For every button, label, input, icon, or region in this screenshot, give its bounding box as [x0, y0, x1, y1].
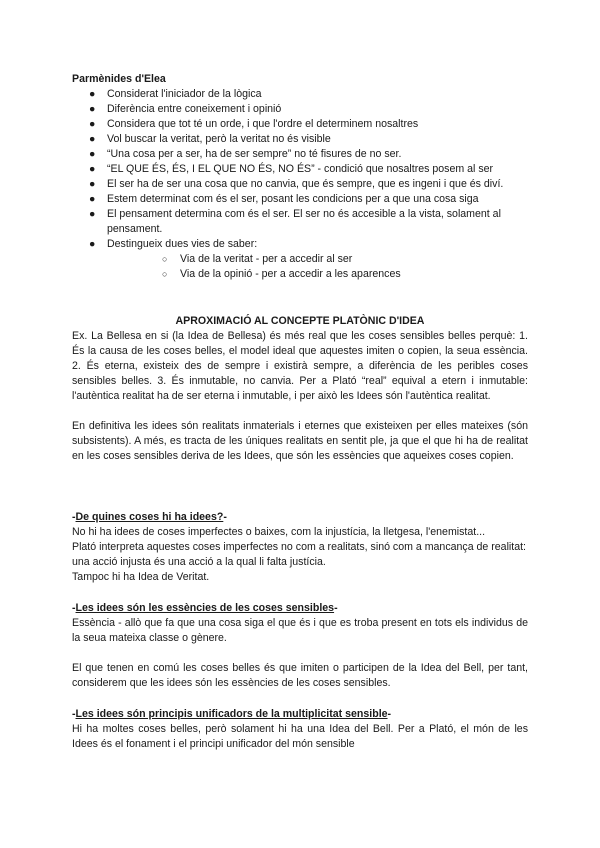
list-item-text: Diferència entre coneixement i opinió: [107, 103, 282, 115]
paragraph: En definitiva les idees són realitats inmaterials i eternes que existeixen per elles mateixes (són subsistents). A més, es tracta de les úniques realitats en sentit ple, ja que el que hi ha de realitat en les coses sensibles deriva de les Idees, que són les essències que aqueixes coses copien.: [72, 420, 528, 462]
sub-list-item: [107, 252, 532, 267]
list-item-text: Vol buscar la veritat, però la veritat no és visible: [107, 133, 331, 145]
heading-dash: -: [72, 602, 76, 614]
heading-dash: -: [72, 708, 76, 720]
bullet-icon: ●: [89, 118, 96, 130]
bullet-icon: ●: [89, 208, 96, 220]
list-item: [72, 147, 532, 162]
bullet-icon: ●: [89, 133, 96, 145]
list-item: [72, 207, 532, 237]
bullet-icon: ●: [89, 148, 96, 160]
subheading: [72, 510, 528, 525]
list-item: [72, 117, 532, 132]
parmenides-bullet-list: [72, 87, 532, 282]
list-item-text: El ser ha de ser una cosa que no canvia, que és sempre, que es ingeni i que és diví.: [107, 178, 504, 190]
paragraph-line: No hi ha idees de coses imperfectes o baixes, com la injustícia, la lletgesa, l'enemistat...: [72, 526, 486, 538]
list-item: [72, 87, 532, 102]
list-item-text: Considerat l'iniciador de la lògica: [107, 88, 262, 100]
list-item-text: Destingueix dues vies de saber:: [107, 238, 258, 250]
subheading: [72, 707, 528, 722]
list-item-text: Estem determinat com és el ser, posant les condicions per a que una cosa siga: [107, 193, 479, 205]
list-item: [72, 192, 532, 207]
section-which-ideas: [72, 510, 528, 585]
sub-list-item-text: Via de la veritat - per a accedir al ser: [180, 253, 353, 265]
bullet-icon: ●: [89, 103, 96, 115]
paragraph: Essència - allò que fa que una cosa siga el que és i que es troba present en tots els individus de la seua mateixa classe o gènere.: [72, 617, 528, 644]
subheading-text: Les idees són principis unificadors de la multiplicitat sensible: [75, 708, 388, 720]
list-item: [72, 132, 532, 147]
heading-dash: -: [223, 511, 227, 523]
list-item-text: Considera que tot té un orde, i que l'ordre el determinem nosaltres: [107, 118, 419, 130]
list-item: [72, 162, 532, 177]
list-item: [72, 237, 532, 282]
subheading-text: De quines coses hi ha idees?: [75, 511, 224, 523]
list-item: [72, 177, 532, 192]
paragraph-line: Tampoc hi ha Idea de Veritat.: [72, 571, 210, 583]
bullet-icon: ●: [89, 178, 96, 190]
paragraph-line: Plató interpreta aquestes coses imperfectes no com a realitats, sinó com a mancança de realitat: una acció injusta és una acció a la qual li falta justícia.: [72, 541, 526, 568]
bullet-icon: ●: [89, 193, 96, 205]
paragraph: Ex. La Bellesa en si (la Idea de Bellesa) és més real que les coses sensibles belles perquè: 1. És la causa de les coses belles, el model ideal que aquestes imiten o copien, la seua essència. 2. És eterna, existeix des de sempre i existirà sempre, a diferència de les peribles coses sensibles belles. 3. És inmutable, no canvia. Per a Plató “real” equival a etern i inmutable: l'autèntica realitat ha de ser eterna i inmutable, i per això les Idees són l'autèntica realitat.: [72, 330, 528, 402]
subheading: [72, 601, 528, 616]
sub-list-item-text: Via de la opinió - per a accedir a les aparences: [180, 268, 401, 280]
bullet-icon: ●: [89, 163, 96, 175]
circle-bullet-icon: ○: [162, 269, 168, 279]
bullet-icon: ●: [89, 238, 96, 250]
paragraph: El que tenen en comú les coses belles és que imiten o participen de la Idea del Bell, per tant, considerem que les idees són les essències de les coses sensibles.: [72, 662, 528, 689]
subheading-text: Les idees són les essències de les coses sensibles: [75, 602, 335, 614]
circle-bullet-icon: ○: [162, 254, 168, 264]
section-unifying-principles: [72, 707, 528, 752]
list-item: [72, 102, 532, 117]
section-essences: [72, 601, 528, 691]
list-item-text: “EL QUE ÉS, ÉS, I EL QUE NO ÉS, NO ÉS” - condició que nosaltres posem al ser: [107, 163, 494, 175]
sub-bullet-list: [107, 252, 532, 282]
heading-dash: -: [72, 511, 76, 523]
platonic-paragraphs: [72, 329, 528, 464]
sub-list-item: [107, 267, 532, 282]
heading-dash: -: [334, 602, 338, 614]
section-title-platonic-idea: APROXIMACIÓ AL CONCEPTE PLATÒNIC D'IDEA: [175, 315, 425, 327]
heading-dash: -: [387, 708, 392, 720]
paragraph: Hi ha moltes coses belles, però solament hi ha una Idea del Bell. Per a Plató, el món de les Idees és el fonament i el principi unificador del món sensible: [72, 723, 528, 750]
section-title-parmenides: Parmènides d'Elea: [72, 73, 166, 85]
bullet-icon: ●: [89, 88, 96, 100]
list-item-text: El pensament determina com és el ser. El ser no és accesible a la vista, solament al pensament.: [107, 208, 501, 235]
list-item-text: “Una cosa per a ser, ha de ser sempre” no té fisures de no ser.: [107, 148, 402, 160]
